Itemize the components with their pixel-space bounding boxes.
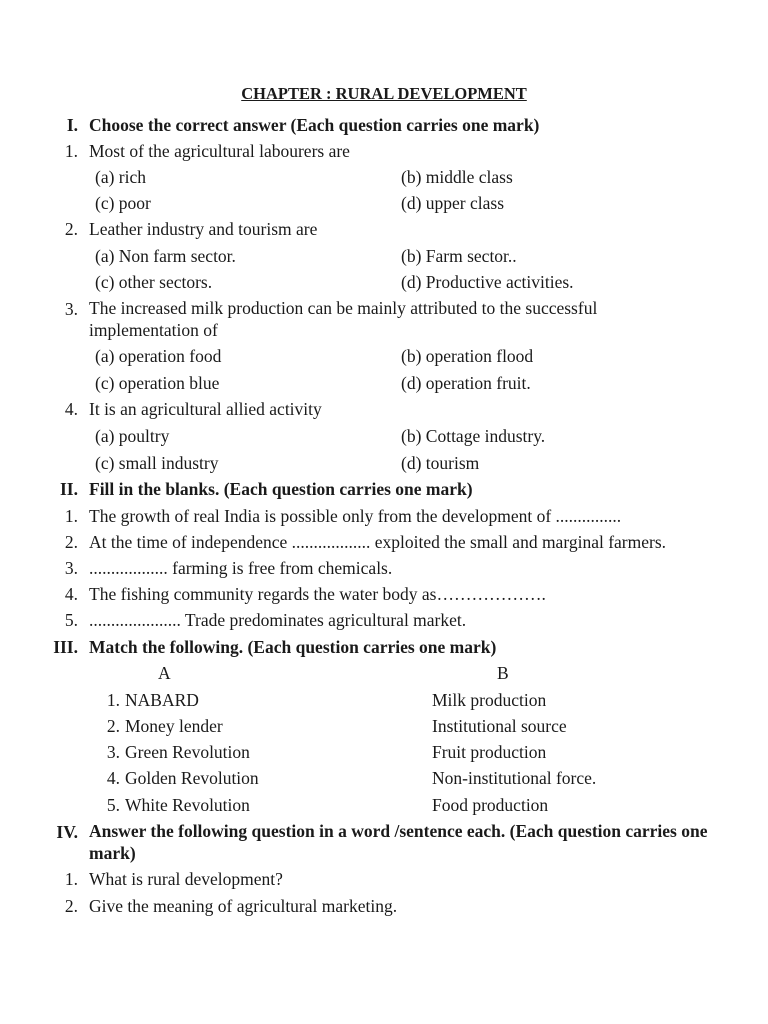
match-number: 2. (106, 716, 120, 736)
blank-question (0, 556, 768, 580)
section-number: III. (53, 637, 78, 657)
chapter-title: CHAPTER : RURAL DEVELOPMENT (241, 84, 527, 103)
match-item-a: White Revolution (125, 795, 250, 815)
option-row (0, 371, 768, 395)
question-text: The fishing community regards the water body as………………. (89, 584, 546, 604)
match-item-b: Institutional source (432, 716, 567, 736)
section-heading (0, 820, 768, 866)
question-text: Give the meaning of agricultural marketing. (89, 896, 398, 916)
question-number: 5. (64, 610, 78, 630)
option-row (0, 344, 768, 368)
option-row (0, 270, 768, 294)
option: (d) Productive activities. (401, 272, 574, 292)
option: (a) Non farm sector. (95, 246, 236, 266)
section-title: Fill in the blanks. (Each question carries one mark) (89, 479, 473, 499)
match-column-headers (0, 661, 768, 685)
option: (d) tourism (401, 453, 480, 473)
option: (c) operation blue (95, 373, 220, 393)
match-number: 1. (106, 690, 120, 710)
option-row (0, 451, 768, 475)
section-heading (0, 635, 768, 659)
mcq-question (0, 297, 768, 343)
match-number: 3. (106, 742, 120, 762)
option-row (0, 424, 768, 448)
question-number: 3. (64, 558, 78, 578)
match-number: 4. (106, 768, 120, 788)
question-number: 3. (64, 299, 78, 319)
match-item-a: Green Revolution (125, 742, 250, 762)
section-title: Answer the following question in a word /sentence each. (Each question carries one mark) (89, 821, 708, 863)
blank-question (0, 582, 768, 606)
section-number: II. (60, 479, 78, 499)
match-row (0, 793, 768, 817)
blank-question (0, 608, 768, 632)
mcq-question (0, 139, 768, 163)
option: (c) poor (95, 193, 151, 213)
match-row (0, 766, 768, 790)
question-number: 1. (64, 869, 78, 889)
match-item-a: Money lender (125, 716, 223, 736)
option: (a) operation food (95, 346, 222, 366)
match-row (0, 740, 768, 764)
question-number: 4. (64, 399, 78, 419)
option: (d) upper class (401, 193, 505, 213)
option: (a) rich (95, 167, 147, 187)
column-a-header: A (158, 663, 171, 683)
option: (b) Farm sector.. (401, 246, 517, 266)
section-heading (0, 477, 768, 501)
match-item-b: Non-institutional force. (432, 768, 597, 788)
question-text: Leather industry and tourism are (89, 219, 318, 239)
question-number: 2. (64, 532, 78, 552)
question-text: Most of the agricultural labourers are (89, 141, 350, 161)
blank-question (0, 530, 768, 554)
section-heading (0, 113, 768, 137)
match-item-b: Fruit production (432, 742, 547, 762)
option: (b) operation flood (401, 346, 534, 366)
blank-question (0, 504, 768, 528)
option: (d) operation fruit. (401, 373, 531, 393)
match-number: 5. (106, 795, 120, 815)
option: (c) small industry (95, 453, 219, 473)
option: (a) poultry (95, 426, 170, 446)
match-row (0, 688, 768, 712)
question-number: 2. (64, 219, 78, 239)
section-title: Choose the correct answer (Each question carries one mark) (89, 115, 540, 135)
option-row (0, 165, 768, 189)
section-title: Match the following. (Each question carries one mark) (89, 637, 497, 657)
option: (b) Cottage industry. (401, 426, 546, 446)
match-row (0, 714, 768, 738)
section-number: IV. (56, 822, 78, 842)
question-number: 1. (64, 506, 78, 526)
mcq-question (0, 397, 768, 421)
option-row (0, 244, 768, 268)
match-item-b: Milk production (432, 690, 547, 710)
option: (b) middle class (401, 167, 513, 187)
match-item-b: Food production (432, 795, 549, 815)
short-question (0, 894, 768, 918)
option: (c) other sectors. (95, 272, 213, 292)
mcq-question (0, 217, 768, 241)
match-item-a: NABARD (125, 690, 199, 710)
question-text: The increased milk production can be mainly attributed to the successful implementation of (89, 298, 598, 340)
column-b-header: B (497, 663, 509, 683)
question-text: The growth of real India is possible only from the development of ............... (89, 506, 622, 526)
match-item-a: Golden Revolution (125, 768, 259, 788)
section-number: I. (66, 115, 78, 135)
question-text: At the time of independence .................. exploited the small and marginal farmers. (89, 532, 667, 552)
question-number: 4. (64, 584, 78, 604)
question-number: 2. (64, 896, 78, 916)
question-text: .................. farming is free from chemicals. (89, 558, 393, 578)
option-row (0, 191, 768, 215)
question-text: ..................... Trade predominates agricultural market. (89, 610, 467, 630)
question-number: 1. (64, 141, 78, 161)
question-text: What is rural development? (89, 869, 283, 889)
question-text: It is an agricultural allied activity (89, 399, 322, 419)
short-question (0, 867, 768, 891)
